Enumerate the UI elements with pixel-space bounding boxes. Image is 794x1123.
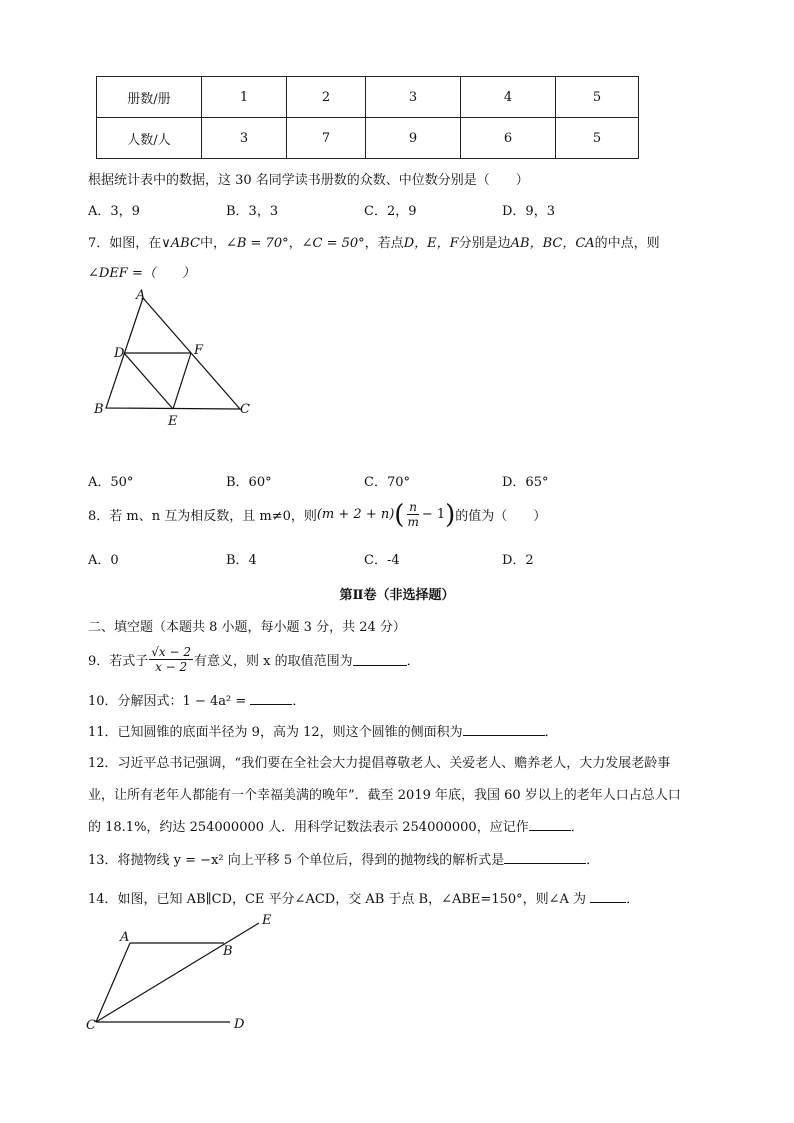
fraction-numerator: √x − 2 — [151, 645, 192, 659]
q6-option-a: A．3，9 — [88, 204, 140, 219]
answer-blank[interactable] — [250, 692, 292, 705]
q7-angle-c: ∠C = 50° — [301, 236, 365, 251]
segment-ac — [96, 943, 130, 1022]
q8-option-d: D．2 — [502, 553, 534, 568]
q7-angle-b: ∠B = 70° — [225, 236, 289, 251]
label-a: A — [120, 930, 130, 945]
q6-stem: 根据统计表中的数据，这 30 名同学读书册数的众数、中位数分别是（ ） — [88, 173, 529, 188]
q7-text: ，若点 — [364, 236, 404, 251]
q7-edges: AB，BC，CA — [510, 236, 595, 251]
table-cell: 1 — [202, 77, 287, 118]
table-cell: 3 — [366, 77, 461, 118]
q6-option-b: B．3，3 — [226, 204, 279, 219]
q14-end: ． — [626, 892, 640, 907]
table-cell: 4 — [461, 77, 556, 118]
table-row — [97, 118, 639, 159]
q10-end: ． — [292, 694, 306, 709]
q12-line3 — [88, 816, 584, 835]
q7-triangle: ∨ABC — [161, 236, 200, 251]
section-title: 第Ⅱ卷（非选择题） — [339, 588, 455, 603]
q7-text: 的中点，则 — [594, 236, 660, 251]
label-f: F — [194, 343, 204, 358]
q9-fraction — [149, 645, 193, 674]
q9-end: ． — [406, 654, 420, 669]
stats-table — [96, 76, 639, 159]
table-cell: 7 — [287, 118, 366, 159]
q7-stem-line1 — [88, 232, 660, 251]
fraction-denominator: m — [407, 515, 419, 529]
label-e: E — [262, 913, 272, 928]
table-cell: 5 — [556, 118, 639, 159]
q7-option-c: C．70° — [364, 475, 410, 490]
q8-stem — [88, 500, 546, 529]
q7-option-b: B．60° — [226, 475, 272, 490]
answer-blank[interactable] — [504, 851, 586, 864]
q12-end: ． — [570, 820, 584, 835]
table-cell: 2 — [287, 77, 366, 118]
fraction-denominator: x − 2 — [155, 660, 188, 674]
q7-stem-line2: ∠DEF =（ ） — [88, 266, 195, 281]
label-d: D — [234, 1017, 245, 1032]
q9-text: 9．若式子 — [88, 654, 149, 669]
answer-blank[interactable] — [353, 653, 407, 666]
q6-option-c: C．2，9 — [364, 204, 417, 219]
q8-text: 的值为（ ） — [455, 509, 547, 524]
q12-text: 的 18.1%，约达 254000000 人．用科学记数法表示 254000000，应记作 — [88, 820, 529, 835]
answer-blank[interactable] — [529, 818, 571, 831]
q13-end: ． — [586, 853, 600, 868]
segment-ef — [173, 353, 191, 409]
label-a: A — [136, 288, 146, 303]
segment-de — [124, 353, 173, 409]
table-row — [97, 77, 639, 118]
q8-fraction — [405, 500, 420, 529]
q13-text: 13．将抛物线 y = −x² 向上平移 5 个单位后，得到的抛物线的解析式是 — [88, 853, 505, 868]
q8-expr: (m + 2 + n) — [316, 507, 395, 522]
q8-option-b: B．4 — [226, 553, 257, 568]
q6-option-d: D．9，3 — [502, 204, 555, 219]
paren-close: ) — [445, 499, 456, 530]
q9-text: 有意义，则 x 的取值范围为 — [194, 654, 353, 669]
q7-text: 中， — [199, 236, 226, 251]
q14-text: 14．如图，已知 AB∥CD，CE 平分∠ACD，交 AB 于点 B，∠ABE=150°，则∠A 为 — [88, 892, 587, 907]
q13-stem — [88, 849, 599, 868]
q7-text: 分别是边 — [458, 236, 511, 251]
table-cell: 5 — [556, 77, 639, 118]
q8-option-c: C．-4 — [364, 553, 400, 568]
q7-option-a: A．50° — [88, 475, 134, 490]
label-c: C — [240, 402, 250, 417]
label-d: D — [114, 346, 125, 361]
q9-stem — [88, 645, 420, 674]
q7-text: 7．如图，在 — [88, 236, 162, 251]
label-b: B — [94, 402, 104, 417]
q8-option-a: A．0 — [88, 553, 119, 568]
fraction-numerator: n — [409, 500, 418, 514]
table-cell: 3 — [202, 118, 287, 159]
q11-text: 11．已知圆锥的底面半径为 9，高为 12，则这个圆锥的侧面积为 — [88, 725, 463, 740]
label-e: E — [168, 414, 178, 429]
q14-stem — [88, 888, 639, 907]
table-cell: 人数/人 — [97, 118, 202, 159]
q12-line1: 12．习近平总书记强调，“我们要在全社会大力提倡尊敬老人、关爱老人、赡养老人，大力发展老龄事 — [88, 756, 671, 771]
q8-minus-one: − 1 — [421, 507, 446, 522]
label-b: B — [223, 944, 233, 959]
q11-stem — [88, 721, 558, 740]
q7-points: D，E，F — [403, 236, 459, 251]
paren-open: ( — [394, 499, 405, 530]
answer-blank[interactable] — [463, 723, 545, 736]
table-cell: 6 — [461, 118, 556, 159]
table-cell: 册数/册 — [97, 77, 202, 118]
q7-option-d: D．65° — [502, 475, 549, 490]
q11-end: ． — [544, 725, 558, 740]
q7-triangle-figure — [88, 282, 268, 432]
q10-text: 10．分解因式：1 − 4a² = — [88, 694, 247, 709]
q14-parallel-figure — [84, 910, 284, 1035]
table-cell: 9 — [366, 118, 461, 159]
label-c: C — [86, 1018, 96, 1033]
q12-line2: 业，让所有老年人都能有一个幸福美满的晚年”．截至 2019 年底，我国 60 岁以上的老年人口占总人口 — [88, 788, 681, 803]
section-subtitle: 二、填空题（本题共 8 小题，每小题 3 分，共 24 分） — [88, 620, 406, 635]
q10-stem — [88, 690, 305, 709]
q8-text: 8．若 m、n 互为相反数，且 m≠0，则 — [88, 509, 317, 524]
q7-sep: ， — [288, 236, 302, 251]
answer-blank[interactable] — [590, 890, 626, 903]
